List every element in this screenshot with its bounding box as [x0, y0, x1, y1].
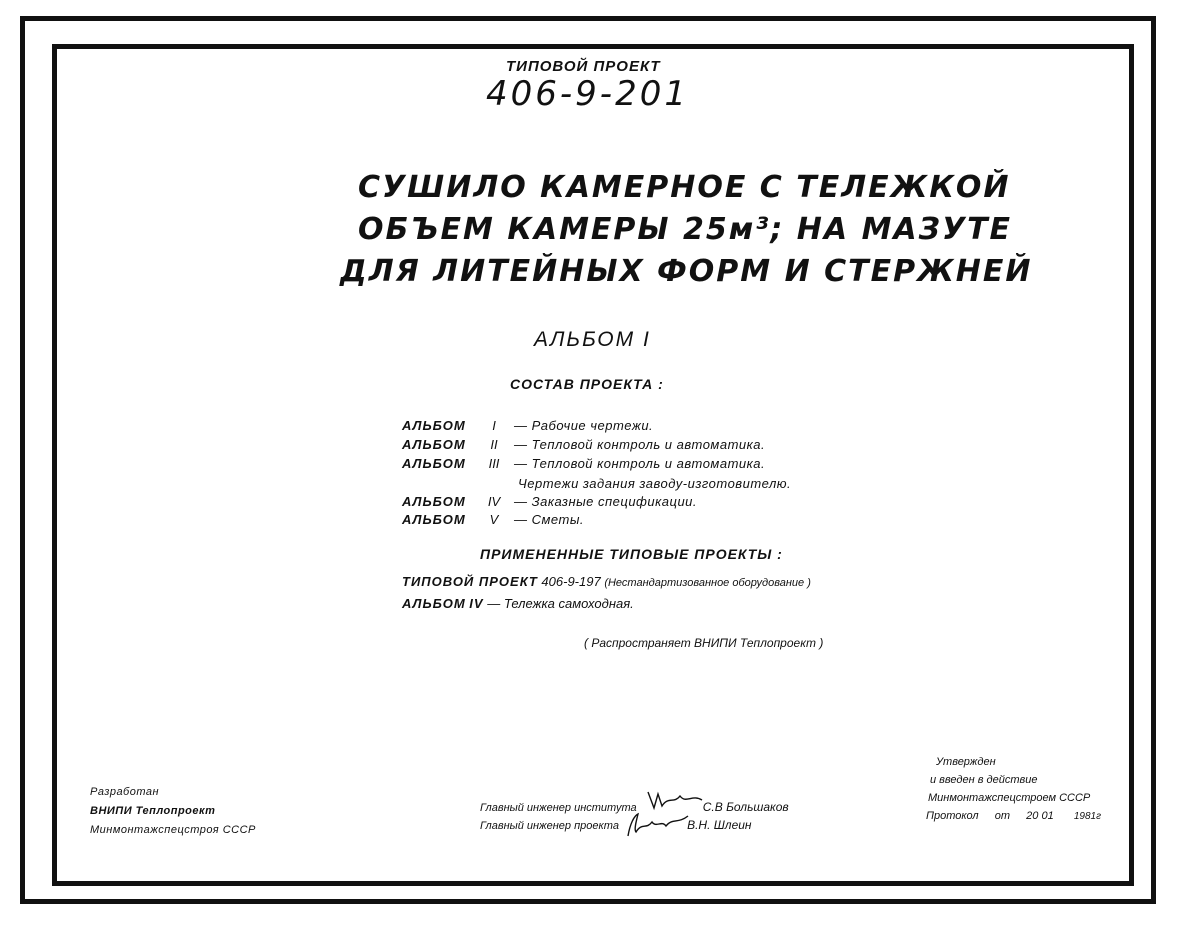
- composition-continuation: Чертежи задания заводу-изготовителю.: [518, 476, 792, 491]
- chief-project-signature-icon: [622, 808, 694, 840]
- applied-album-desc: — Тележка самоходная.: [487, 596, 634, 611]
- composition-item: [402, 456, 765, 474]
- composition-heading: СОСТАВ ПРОЕКТА :: [510, 376, 664, 392]
- album-label: АЛЬБОМ I: [534, 328, 651, 351]
- applied-project-label: ТИПОВОЙ ПРОЕКТ: [402, 574, 538, 589]
- album-desc: — Рабочие чертежи.: [514, 418, 654, 433]
- composition-item: [402, 512, 584, 530]
- applied-heading: ПРИМЕНЕННЫЕ ТИПОВЫЕ ПРОЕКТЫ :: [480, 546, 783, 562]
- album-name: АЛЬБОМ: [402, 494, 466, 509]
- title-line-2: ОБЪЕМ КАМЕРЫ 25м³; НА МАЗУТЕ: [358, 212, 1013, 247]
- album-roman: V: [489, 512, 499, 527]
- album-desc: — Тепловой контроль и автоматика.: [514, 456, 766, 471]
- chief-project-name: В.Н. Шлеин: [687, 818, 752, 832]
- album-desc: — Тепловой контроль и автоматика.: [514, 437, 766, 452]
- approval-protocol-line: [926, 810, 1101, 822]
- album-name: АЛЬБОМ: [402, 456, 466, 471]
- album-roman: III: [488, 456, 500, 471]
- applied-project-note: (Нестандартизованное оборудование ): [604, 577, 811, 589]
- developer-line-2: ВНИПИ Теплопроект: [90, 805, 216, 817]
- composition-item: [402, 494, 697, 512]
- album-roman: IV: [487, 494, 501, 509]
- project-number: 406-9-201: [486, 74, 689, 114]
- protocol-label: Протокол: [926, 810, 979, 822]
- album-desc: — Сметы.: [514, 512, 585, 527]
- album-desc: — Заказные спецификации.: [514, 494, 698, 509]
- title-line-3: ДЛЯ ЛИТЕЙНЫХ ФОРМ И СТЕРЖНЕЙ: [340, 254, 1033, 289]
- project-type-label: ТИПОВОЙ ПРОЕКТ: [506, 58, 661, 75]
- approval-line-1: Утвержден: [936, 756, 996, 768]
- developer-line-1: Разработан: [90, 786, 160, 798]
- approval-line-3: Минмонтажспецстроем СССР: [928, 792, 1091, 804]
- applied-project-line: [402, 574, 811, 589]
- album-name: АЛЬБОМ: [402, 512, 466, 527]
- album-name: АЛЬБОМ: [402, 418, 466, 433]
- album-name: АЛЬБОМ: [402, 437, 466, 452]
- protocol-year: 1981г: [1073, 811, 1102, 822]
- album-roman: II: [490, 437, 498, 452]
- protocol-from: от: [994, 810, 1011, 822]
- applied-album-label: АЛЬБОМ: [402, 596, 466, 611]
- composition-item: [402, 437, 765, 455]
- distributor-note: ( Распространяет ВНИПИ Теплопроект ): [584, 636, 824, 650]
- developer-line-3: Минмонтажспецстроя СССР: [90, 824, 256, 836]
- chief-project-signature-line: [480, 818, 752, 832]
- applied-project-number: 406-9-197: [541, 574, 601, 589]
- composition-item: [402, 418, 653, 436]
- chief-institute-label: Главный инженер института: [480, 802, 637, 814]
- protocol-date: 20 01: [1026, 810, 1054, 822]
- approval-line-2: и введен в действие: [930, 774, 1038, 786]
- applied-album-roman: IV: [469, 596, 484, 611]
- title-line-1: СУШИЛО КАМЕРНОЕ С ТЕЛЕЖКОЙ: [358, 170, 1011, 205]
- chief-institute-name: С.В Большаков: [702, 800, 789, 814]
- chief-project-label: Главный инженер проекта: [480, 820, 619, 832]
- album-roman: I: [492, 418, 496, 433]
- applied-album-line: [402, 596, 634, 611]
